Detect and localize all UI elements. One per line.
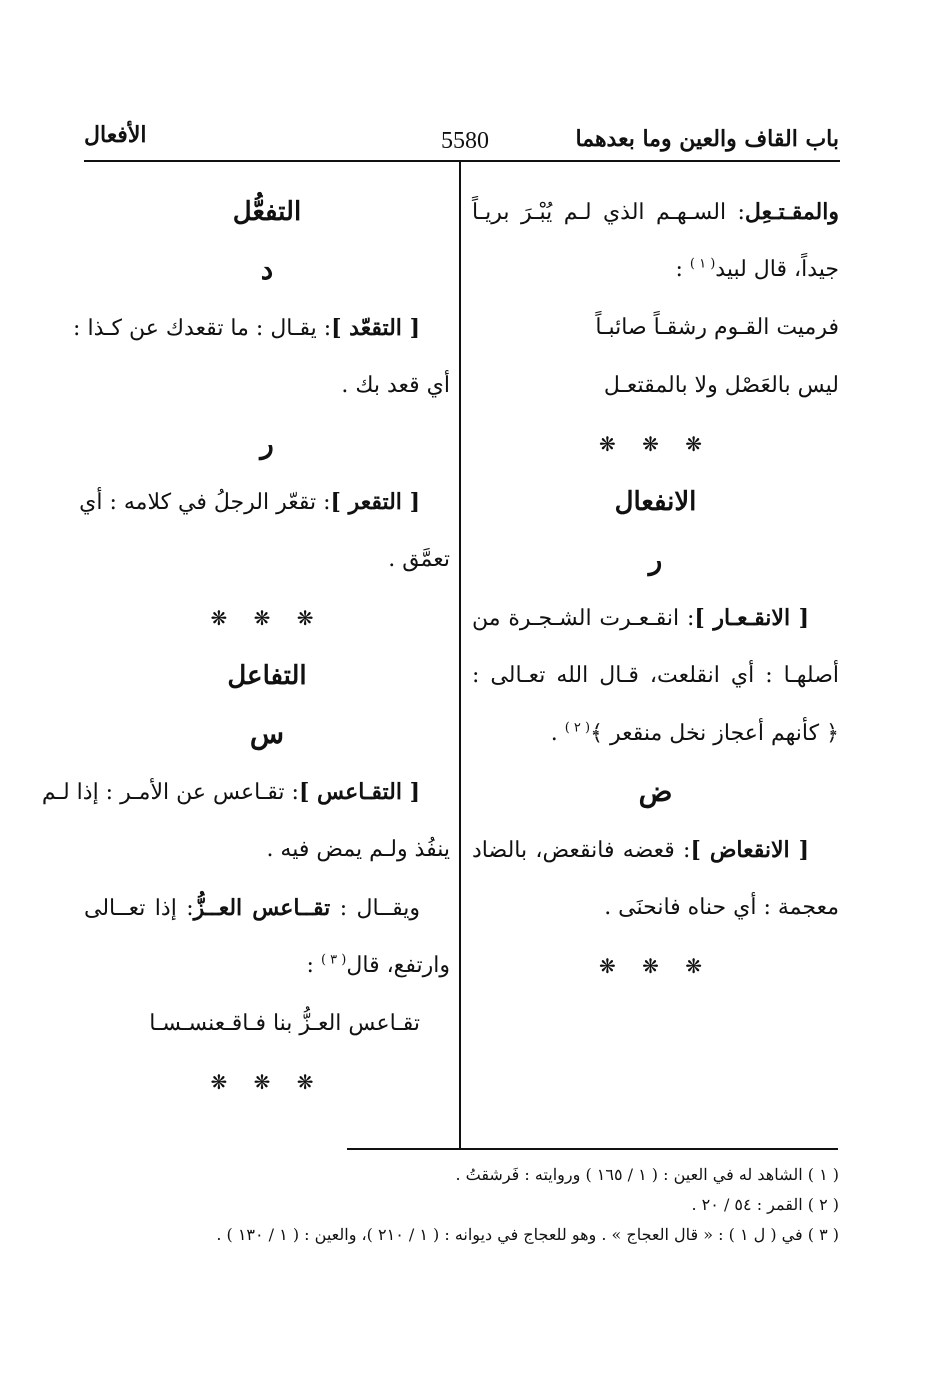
section-heading-tafaul: التفعُّل	[232, 197, 302, 227]
letter-heading-r: ر	[648, 543, 663, 576]
letter-heading-d: ض	[638, 775, 673, 808]
quran-quote: ﴿ كأنهم أعجاز نخل منقعر ﴾$^{( ٢ )}$ .	[550, 720, 839, 746]
page-number: 5580	[441, 128, 489, 154]
footnote-rule	[347, 1148, 838, 1150]
column-divider	[459, 162, 461, 1148]
entry-taqaus-line2: ينفُذ ولـم يمض فيه .	[266, 837, 450, 862]
separator-stars: ❋ ❋ ❋	[210, 1070, 324, 1094]
verse-line: تقـاعس العـزُّ بنا فـاقـعنسـسـا	[149, 1011, 420, 1036]
entry-muqtail: والمقـتـعِل: السـهـم الذي لـم يُبْـرَ بريـاً	[472, 199, 839, 225]
entry-taqar: [ التقعر ]: تقعّر الرجلُ في كلامه : أي	[79, 489, 420, 515]
letter-heading-d: د	[260, 253, 274, 286]
entry-taqaus: [ التقـاعس ]: تقـاعس عن الأمـر : إذا لـم	[41, 779, 420, 805]
header-chapter-title: باب القاف والعين وما بعدهما	[575, 126, 839, 152]
footnote-1: ( ١ ) الشاهد له في العين : ( ١ / ١٦٥ ) وروايته : فَرشقتُ .	[455, 1165, 839, 1184]
entry-inqiar-line2: أصلهـا : أي انقلعت، قـال الله تعـالى :	[472, 663, 839, 688]
entry-muqtail-line2: جيداً، قال لبيد$^{( ١ )}$ :	[675, 256, 839, 282]
footnotes	[99, 1160, 839, 1250]
footnote-ref: ( ١ )	[689, 256, 716, 272]
entry-taqaus-izz: ويقــال : تقــاعس العــزُّ: إذا تعــالى	[84, 895, 421, 921]
separator-stars: ❋ ❋ ❋	[599, 954, 712, 978]
entry-inqiad: [ الانقعاض ]: قعضه فانقعض، بالضاد	[472, 837, 810, 863]
section-heading-tafaaul: التفاعل	[227, 661, 307, 691]
footnote-2: ( ٢ ) القمر : ٥٤ / ٢٠ .	[691, 1195, 839, 1214]
left-column	[41, 184, 450, 1112]
entry-taqar-line2: تعمَّق .	[388, 547, 450, 572]
footnote-ref: ( ٣ )	[320, 952, 347, 968]
footnote-ref: ( ٢ )	[564, 720, 591, 736]
right-column	[472, 184, 839, 996]
header-rule	[84, 160, 840, 162]
entry-irtafaa: وارتفع، قال$^{( ٣ )}$ :	[306, 952, 450, 978]
entry-inqiad-line2: معجمة : أي حناه فانحنَى .	[604, 895, 839, 920]
verse-line: فرميت القـوم رشقـاً صائبـاً	[595, 315, 839, 340]
header-section-title: الأفعال	[84, 122, 147, 148]
entry-inqiar: [ الانقـعـار ]: انقـعـرت الشـجـرة من	[472, 605, 809, 631]
footnote-3: ( ٣ ) في ( ل ١ ) : « قال العجاج » . وهو للعجاج في ديوانه : ( ١ / ٢١٠ )، والعين : ( ١ / ١٣٠ ) .	[216, 1225, 839, 1244]
letter-heading-s: س	[249, 717, 285, 750]
letter-heading-r: ر	[260, 427, 274, 460]
verse-line: ليس بالعَصْل ولا بالمقتعـل	[603, 373, 839, 398]
section-heading-infiaal: الانفعال	[614, 487, 697, 517]
entry-taqad-line2: أي قعد بك .	[341, 373, 450, 398]
entry-taqad: [ التقعّد ]: يقـال : ما تقعدك عن كـذا :	[73, 315, 420, 341]
separator-stars: ❋ ❋ ❋	[210, 606, 324, 630]
separator-stars: ❋ ❋ ❋	[599, 432, 712, 456]
